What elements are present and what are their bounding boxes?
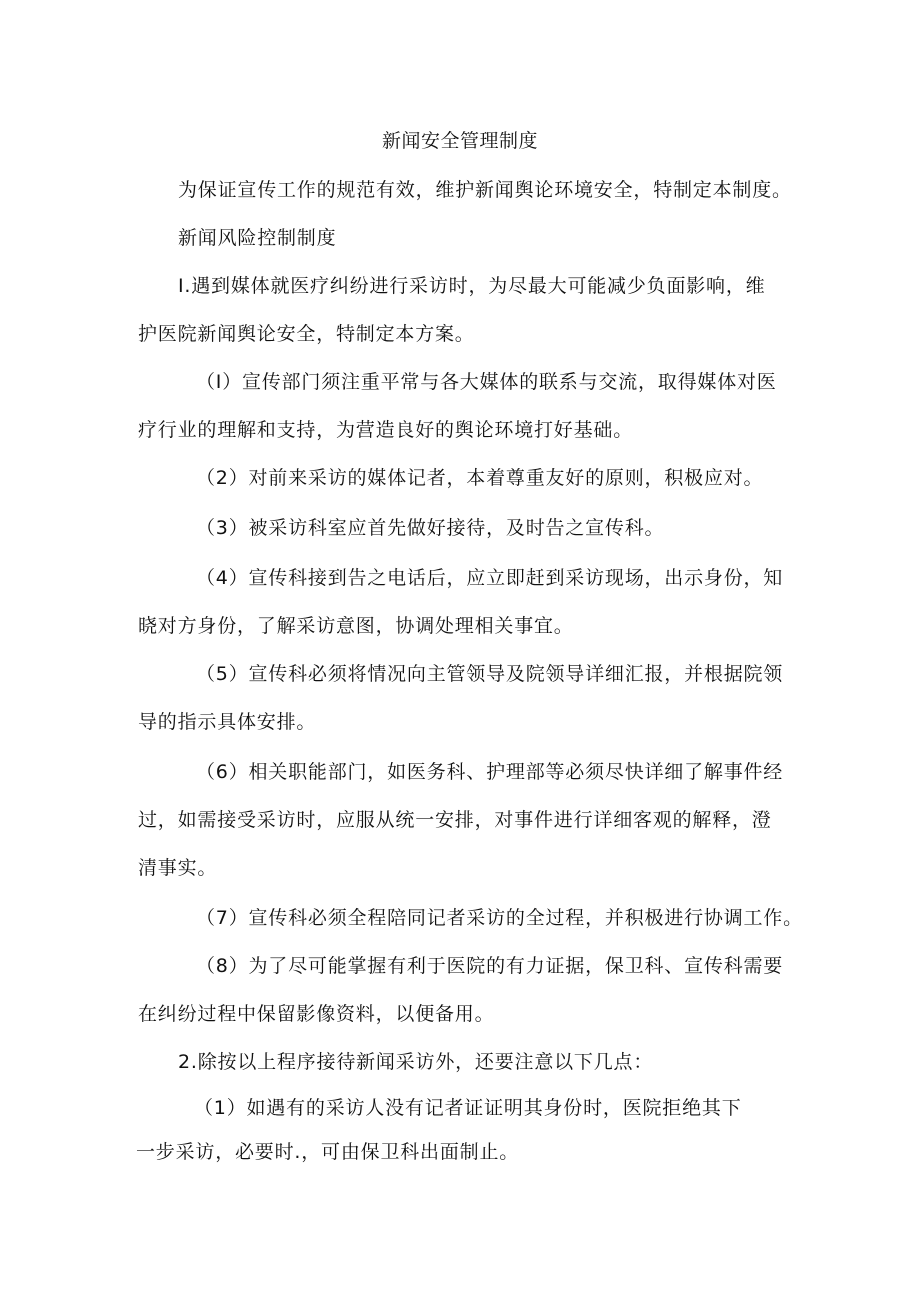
sub-item-6-line-2: 过，如需接受采访时，应服从统一安排，对事件进行详细客观的解释，澄 <box>138 809 772 831</box>
item-2-line-1: 2.除按以上程序接待新闻采访外，还要注意以下几点： <box>178 1051 654 1073</box>
sub-item-4-line-2: 晓对方身份，了解采访意图，协调处理相关事宜。 <box>138 615 574 637</box>
sub-item-4-line-1: （4）宣传科接到告之电话后，应立即赶到采访现场，出示身份，知 <box>196 567 784 589</box>
sub-item-1-line-1: （I）宣传部门须注重平常与各大媒体的联系与交流，取得媒体对医 <box>196 371 777 393</box>
sub-item-3-line-1: （3）被采访科室应首先做好接待，及时告之宣传科。 <box>196 517 665 539</box>
sub-item-7-line-1: （7）宣传科必须全程陪同记者采访的全过程，并积极进行协调工作。 <box>196 907 803 929</box>
document-title: 新闻安全管理制度 <box>381 130 538 152</box>
section-heading: 新闻风险控制制度 <box>178 227 337 249</box>
sub-item-2-line-1: （2）对前来采访的媒体记者，本着尊重友好的原则，积极应对。 <box>196 467 764 489</box>
sub-item-5-line-1: （5）宣传科必须将情况向主管领导及院领导详细汇报，并根据院领 <box>196 663 784 685</box>
sub-item-6-line-3: 清事实。 <box>138 857 218 879</box>
sub-item-1-line-2: 疗行业的理解和支持，为营造良好的舆论环境打好基础。 <box>138 419 634 441</box>
item-1-line-2: 护医院新闻舆论安全，特制定本方案。 <box>138 323 475 345</box>
sub-item-6-line-1: （6）相关职能部门，如医务科、护理部等必须尽快详细了解事件经 <box>196 761 784 783</box>
sub-item-5-line-2: 导的指示具体安排。 <box>138 711 317 733</box>
sub-item-8-line-2: 在纠纷过程中保留影像资料，以便备用。 <box>138 1003 495 1025</box>
intro-line: 为保证宣传工作的规范有效，维护新闻舆论环境安全，特制定本制度。 <box>178 179 792 201</box>
item-1-line-1: I.遇到媒体就医疗纠纷进行采访时，为尽最大可能减少负面影响，维 <box>178 275 766 297</box>
sub-item-8-line-1: （8）为了尽可能掌握有利于医院的有力证据，保卫科、宣传科需要 <box>196 955 784 977</box>
item-2-sub-1-line-1: （1）如遇有的采访人没有记者证证明其身份时，医院拒绝其下 <box>194 1097 742 1119</box>
item-2-sub-1-line-2: 一步采访，必要时.，可由保卫科出面制止。 <box>136 1141 520 1163</box>
